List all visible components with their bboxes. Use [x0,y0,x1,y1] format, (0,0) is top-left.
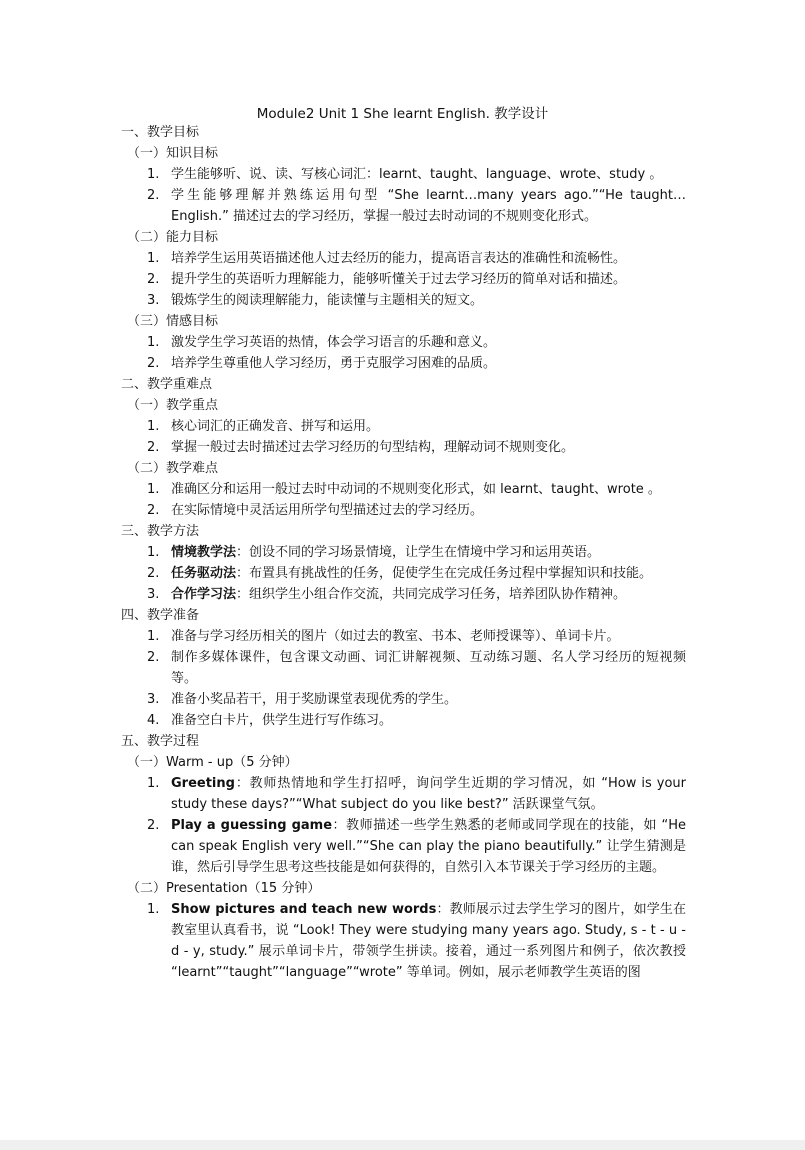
activity-name: Show pictures and teach new words [171,902,437,917]
list-item: 2. 任务驱动法：布置具有挑战性的任务，促使学生在完成任务过程中掌握知识和技能。 [147,566,653,581]
list-item: 3. 合作学习法：组织学生小组合作交流，共同完成学习任务，培养团队协作精神。 [147,587,627,602]
list-item: 4. 准备空白卡片，供学生进行写作练习。 [147,713,393,728]
subsection-heading: （二）教学难点 [127,461,219,476]
list-item: 3. 准备小奖品若干，用于奖励课堂表现优秀的学生。 [147,692,458,707]
list-item: 1. 准确区分和运用一般过去时中动词的不规则变化形式，如 learnt、taught、wrote 。 [147,482,661,497]
activity-name: Play a guessing game [171,818,333,833]
list-item: 1. 情境教学法：创设不同的学习场景情境，让学生在情境中学习和运用英语。 [147,545,601,560]
list-item: 3. 锻炼学生的阅读理解能力，能读懂与主题相关的短文。 [147,293,484,308]
subsection-heading: （二）Presentation（15 分钟） [127,881,321,896]
method-name: 情境教学法 [171,545,237,560]
page-bottom-edge [0,1140,805,1150]
list-item: 2. 学生能够理解并熟练运用句型 “She learnt…many years ago.”“He taught…English.” 描述过去的学习经历，掌握一般过去时动词的不规则变化形式。 [147,188,686,224]
subsection-heading: （一）知识目标 [127,146,219,161]
section-heading: 五、教学过程 [121,734,200,749]
subsection-heading: （一）教学重点 [127,398,219,413]
activity-name: Greeting [171,776,235,791]
list-item: 1. 准备与学习经历相关的图片（如过去的教室、书本、老师授课等）、单词卡片。 [147,629,620,644]
list-item: 2. 掌握一般过去时描述过去学习经历的句型结构，理解动词不规则变化。 [147,440,575,455]
list-item: 2. 培养学生尊重他人学习经历，勇于克服学习困难的品质。 [147,356,497,371]
list-item: 2. 制作多媒体课件，包含课文动画、词汇讲解视频、互动练习题、名人学习经历的短视频等。 [147,650,686,686]
section-heading: 一、教学目标 [121,125,200,140]
list-item: 1. 培养学生运用英语描述他人过去经历的能力，提高语言表达的准确性和流畅性。 [147,251,627,266]
section-heading: 二、教学重难点 [121,377,213,392]
list-item: 2. 在实际情境中灵活运用所学句型描述过去的学习经历。 [147,503,484,518]
section-heading: 三、教学方法 [121,524,200,539]
subsection-heading: （三）情感目标 [127,314,219,329]
section-heading: 四、教学准备 [121,608,200,623]
list-item: 1. 激发学生学习英语的热情，体会学习语言的乐趣和意义。 [147,335,497,350]
subsection-heading: （二）能力目标 [127,230,219,245]
list-item: 1. Show pictures and teach new words：教师展示过去学生学习的图片，如学生在教室里认真看书，说 “Look! They were studying many years ago. Study, s - t - u - d - y, study.” 展示单词卡片，带领学生拼读。接着，通过一系列图片和例子，依次教授 “learnt”“taught”“language”“wrote” 等单词。例如，展示老师教学生英语的图 [147,902,686,980]
document-body [0,122,805,983]
list-item: 1. 核心词汇的正确发音、拼写和运用。 [147,419,380,434]
document-title: Module2 Unit 1 She learnt English. 教学设计 [256,106,549,122]
method-name: 任务驱动法 [171,566,237,581]
method-name: 合作学习法 [171,587,237,602]
list-item: 1. Greeting：教师热情地和学生打招呼，询问学生近期的学习情况，如 “How is your study these days?”“What subject do you like best?” 活跃课堂气氛。 [147,776,686,812]
subsection-heading: （一）Warm - up（5 分钟） [127,755,298,770]
list-item: 2. Play a guessing game：教师描述一些学生熟悉的老师或同学现在的技能，如 “He can speak English very well.”“She can play the piano beautifully.” 让学生猜测是谁，然后引导学生思考这些技能是如何获得的，自然引入本节课关于学习经历的主题。 [147,818,686,875]
list-item: 2. 提升学生的英语听力理解能力，能够听懂关于过去学习经历的简单对话和描述。 [147,272,627,287]
list-item: 1. 学生能够听、说、读、写核心词汇：learnt、taught、language、wrote、study 。 [147,167,663,182]
